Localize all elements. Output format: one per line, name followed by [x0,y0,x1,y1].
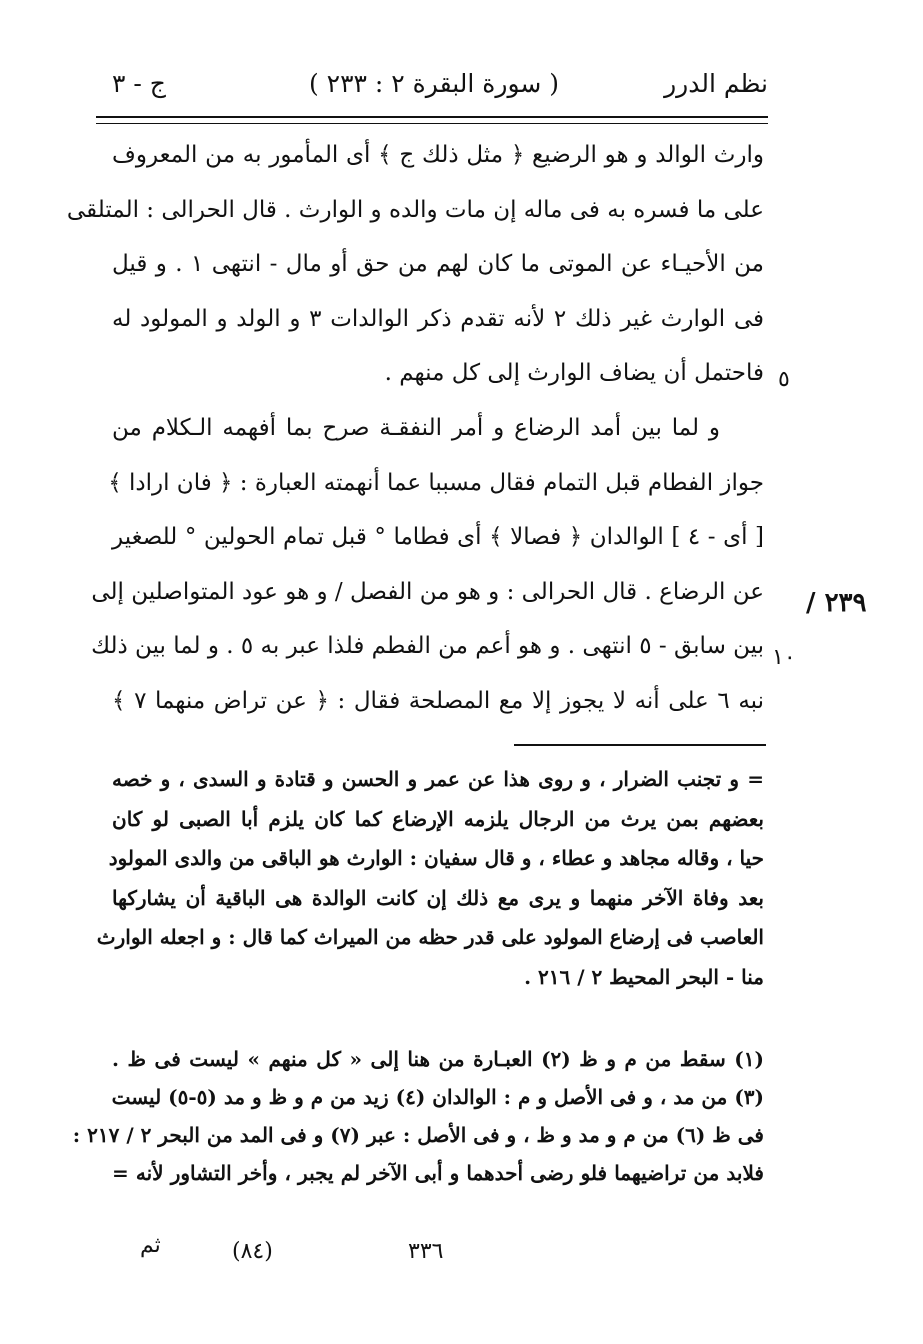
page-header [100,62,768,106]
apparatus-line: فلابد من تراضيهما فلو رضى أحدهما و أبى الآخر لم يجبر ، وأخر التشاور لأنه = [112,1161,764,1185]
page-number: ٣٣٦ [408,1239,444,1264]
apparatus-line: (٣) من مد ، و فى الأصل و م : الوالدان (٤) زيد من م و ظ و مد (٥-٥) ليست [111,1085,764,1109]
footnote-line: العاصب فى إرضاع المولود على قدر حظه من الميراث كما قال : و اجعله الوارث [96,925,764,949]
margin-page-reference: ٢٣٩ / [806,588,867,618]
text-line: [ أى - ٤ ] الوالدان ﴿ فصالا ﴾ أى فطاما ° قبل تمام الحولين ° للصغير [112,524,764,551]
footnote-line: بعضهم بمن يرث من الرجال يلزمه الإرضاع كما كان يلزم أبا الصبى لو كان [112,806,764,831]
footnote-line: = و تجنب الضرار ، و روى هذا عن عمر و الحسن و قتادة و السدى ، و خصه [112,767,764,791]
footnote-continuation [96,760,764,997]
text-line: فاحتمل أن يضاف الوارث إلى كل منهم . [384,360,764,387]
sheet-number: (٨٤) [232,1239,273,1264]
running-title: نظم الدرر [664,69,768,98]
volume-label: ج - ٣ [112,69,166,98]
apparatus-line: (١) سقط من م و ظ (٢) العبـارة من هنا إلى « كل منهم » ليست فى ظ . [112,1047,764,1071]
text-line: جواز الفطام قبل التمام فقال مسببا عما أنهمته العبارة : ﴿ فان ارادا ﴾ [108,469,764,496]
footnote-line: حيا ، وقاله مجاهد و عطاء ، و قال سفيان : الوارث هو الباقى من والدى المولود [108,846,764,870]
text-line: بين سابق - ٥ انتهى . و هو أعم من الفطم فلذا عبر به ٥ . و لما بين ذلك [91,633,764,660]
apparatus-line: فى ظ (٦) من م و مد و ظ ، و فى الأصل : عبر (٧) و فى المد من البحر ٢ / ٢١٧ : [72,1123,764,1147]
line-number-10: ١٠ [772,645,796,670]
catchword: ثم [140,1233,161,1258]
text-line: من الأحيـاء عن الموتى ما كان لهم من حق أو مال - انتهى ١ . و قيل [112,251,764,278]
text-line: و لما بين أمد الرضاع و أمر النفقـة صرح بما أفهمه الـكلام من [112,414,720,441]
line-number-5: ٥ [778,367,790,392]
critical-apparatus [72,1040,764,1192]
text-line: على ما فسره به فى ماله إن مات والده و الوارث . قال الحرالى : المتلقى [66,196,764,223]
text-line: فى الوارث غير ذلك ٢ لأنه تقدم ذكر الوالدات ٣ و الولد و المولود له [112,305,764,332]
main-text [66,128,764,729]
surah-reference: ( سورة البقرة ٢ : ٢٣٣ ) [308,69,560,98]
footnote-rule [514,744,766,746]
text-line: وارث الوالد و هو الرضيع ﴿ مثل ذلك ج ﴾ أى المأمور به من المعروف [112,142,764,168]
text-line: نبه ٦ على أنه لا يجوز إلا مع المصلحة فقال : ﴿ عن تراض منهما ٧ ﴾ [112,687,764,714]
header-rule [96,116,768,124]
footnote-line: بعد وفاة الآخر منهما و يرى مع ذلك إن كانت الوالدة هى الباقية أن يشاركها [112,885,764,910]
text-line: عن الرضاع . قال الحرالى : و هو من الفصل / و هو عود المتواصلين إلى [91,578,764,605]
footnote-line: منا - البحر المحيط ٢ / ٢١٦ . [524,964,764,989]
